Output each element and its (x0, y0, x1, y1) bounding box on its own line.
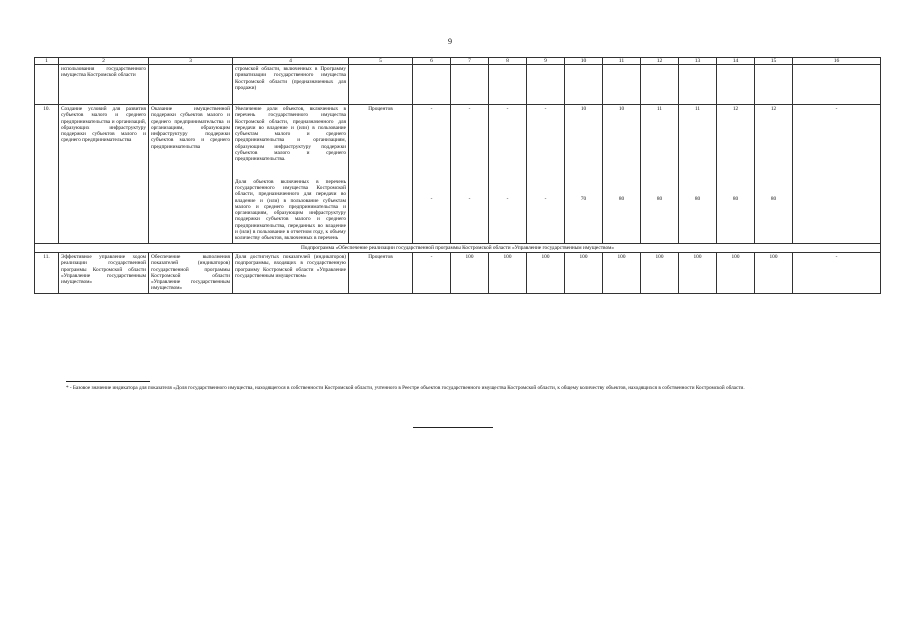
value-cell: 100 (489, 252, 527, 293)
value-cell: 100 (679, 252, 717, 293)
value-cell: 100 (565, 252, 603, 293)
task-cell: Оказание имущественной поддержки субъектов малого и среднего предпринимательства и организациям, образующим инфраструктуру поддержки субъектов малого и среднего предпринимательства (149, 105, 233, 244)
value-cell: 10 70 (565, 105, 603, 244)
header-cell: 4 (233, 58, 349, 65)
header-cell: 2 (59, 58, 149, 65)
subprogram-row (35, 243, 881, 252)
indicator-text-1: Увеличение доли объектов, включенных в перечень государственного имущества Костромской области, предназначенного для передачи во владение и (или) в пользование субъектам малого и среднего предпринимательства и организациям, образующим инфраструктуру поддержки субъектов малого и среднего предпринимательства. (235, 106, 346, 163)
value-cell: - - (451, 105, 489, 244)
value-cell: - - (413, 105, 451, 244)
header-cell: 16 (793, 58, 881, 65)
value-cell: 100 (603, 252, 641, 293)
value-cell: - - (489, 105, 527, 244)
header-cell: 5 (349, 58, 413, 65)
indicator-cell: Доля достигнутых показателей (индикаторов) подпрограммы, входящих в государственную программу Костромской области «Управление государственным имуществом» (233, 252, 349, 293)
header-cell: 12 (641, 58, 679, 65)
goal-cell: Эффективное управление ходом реализации государственной программы Костромской области «Управление государственным имуществом» (59, 252, 149, 293)
table-row-continued (35, 65, 881, 105)
indicator-text-2: Доля объектов включенных в перечень государственного имущества Костромской области, предназначенного для передачи во владение и (или) в пользование субъектам малого и среднего предпринимательства и организациям, образующим инфраструктуру поддержки субъектов малого и среднего предпринимательства, переданных во владение и (или) в пользование в отчетном году, к объему количеству объектов, включенных в перечень (235, 178, 346, 242)
header-cell: 14 (717, 58, 755, 65)
value-cell: 10 80 (603, 105, 641, 244)
footnote-divider (66, 381, 150, 382)
footnote: * - Базовое значение индикатора для показателя «Доля государственного имущества, находящегося в собственности Костромской области, учтенного в Реестре объектов государственного имущества Костромской области, к общему количеству объектов, находящихся в собственности Костромской области. (66, 385, 745, 391)
header-cell: 8 (489, 58, 527, 65)
header-cell: 10 (565, 58, 603, 65)
task-cell: Обеспечение выполнения показателей (индикаторов) государственной программы Костромской области «Управление государственным имуществом» (149, 252, 233, 293)
value-cell: 100 (451, 252, 489, 293)
table-row-10 (35, 105, 881, 244)
header-cell: 7 (451, 58, 489, 65)
row-number: 11. (35, 252, 59, 293)
indicator-cell (233, 105, 349, 244)
note-cell: - (793, 105, 881, 244)
header-cell: 1 (35, 58, 59, 65)
header-cell: 13 (679, 58, 717, 65)
table-row-11 (35, 252, 881, 293)
header-cell: 3 (149, 58, 233, 65)
indicator-cell: стромской области, включенных в Программу приватизации государственного имущества Костромской области (предназначенных для продажи) (233, 65, 349, 105)
value-cell: 100 (755, 252, 793, 293)
value-cell: 100 (717, 252, 755, 293)
value-cell: - (413, 252, 451, 293)
header-cell: 6 (413, 58, 451, 65)
value-cell: 100 (641, 252, 679, 293)
value-cell: 12 80 (717, 105, 755, 244)
value-cell: 11 80 (679, 105, 717, 244)
page-number: 9 (448, 37, 452, 46)
unit-cell: Процентов (349, 105, 413, 244)
value-cell: 11 80 (641, 105, 679, 244)
value-cell: 12 80 (755, 105, 793, 244)
header-cell: 15 (755, 58, 793, 65)
row-number: 10. (35, 105, 59, 244)
goal-cell: использования государственного имущества Костромской области (59, 65, 149, 105)
header-cell: 11 (603, 58, 641, 65)
note-cell: - (793, 252, 881, 293)
value-cell: - - (527, 105, 565, 244)
unit-cell: Процентов (349, 252, 413, 293)
value-cell: 100 (527, 252, 565, 293)
indicators-table (34, 57, 881, 294)
header-cell: 9 (527, 58, 565, 65)
goal-cell: Создание условий для развития субъектов малого и среднего предпринимательства и организаций, образующих инфраструктуру поддержки субъектов малого и среднего предпринимательства (59, 105, 149, 244)
column-number-row (35, 58, 881, 65)
end-divider (413, 427, 493, 428)
subprogram-title: Подпрограмма «Обеспечение реализации государственной программы Костромской области «Управление государственным имуществом» (35, 243, 881, 252)
